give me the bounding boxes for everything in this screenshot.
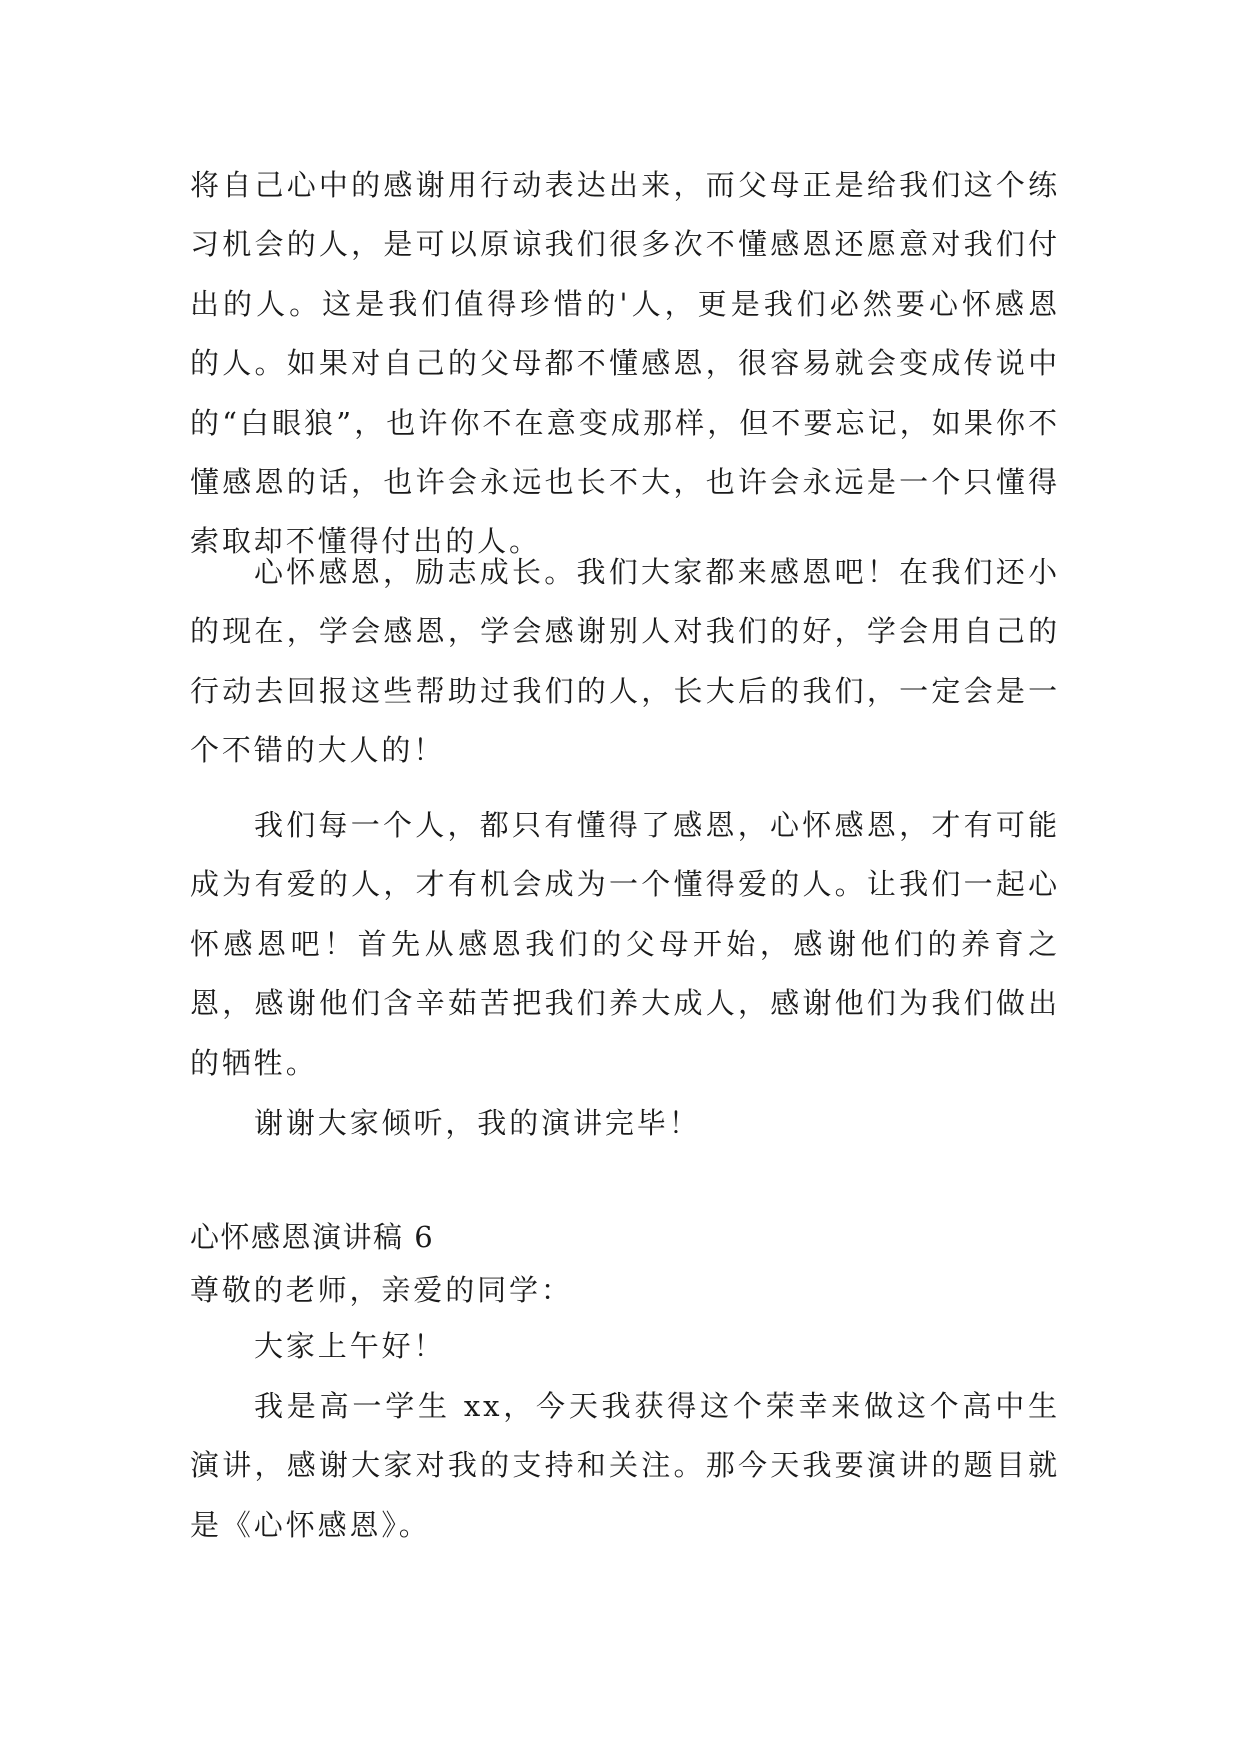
paragraph-everyone-gratitude: 我们每一个人，都只有懂得了感恩，心怀感恩，才有可能成为有爱的人，才有机会成为一个懂得爱的人。让我们一起心怀感恩吧！首先从感恩我们的父母开始，感谢他们的养育之恩，感谢他们含辛茹苦把我们养大成人，感谢他们为我们做出的牺牲。	[190, 808, 1060, 1080]
paragraph-intro: 我是高一学生 xx，今天我获得这个荣幸来做这个高中生演讲，感谢大家对我的支持和关注。那今天我要演讲的题目就是《心怀感恩》。	[190, 1389, 1060, 1542]
salutation: 尊敬的老师，亲爱的同学：	[190, 1273, 573, 1307]
paragraph-closing: 谢谢大家倾听，我的演讲完毕！	[254, 1106, 701, 1140]
paragraph-grow-with-gratitude: 心怀感恩，励志成长。我们大家都来感恩吧！在我们还小的现在，学会感恩，学会感谢别人对我们的好，学会用自己的行动去回报这些帮助过我们的人，长大后的我们，一定会是一个不错的大人的！	[190, 555, 1060, 768]
greeting: 大家上午好！	[254, 1329, 446, 1363]
paragraph-continuation: 将自己心中的感谢用行动表达出来，而父母正是给我们这个练习机会的人，是可以原谅我们很多次不懂感恩还愿意对我们付出的人。这是我们值得珍惜的'人，更是我们必然要心怀感恩的人。如果对自己的父母都不懂感恩，很容易就会变成传说中的“白眼狼”，也许你不在意变成那样，但不要忘记，如果你不懂感恩的话，也许会永远也长不大，也许会永远是一个只懂得索取却不懂得付出的人。	[190, 168, 1060, 559]
section-title: 心怀感恩演讲稿 6	[190, 1220, 435, 1254]
